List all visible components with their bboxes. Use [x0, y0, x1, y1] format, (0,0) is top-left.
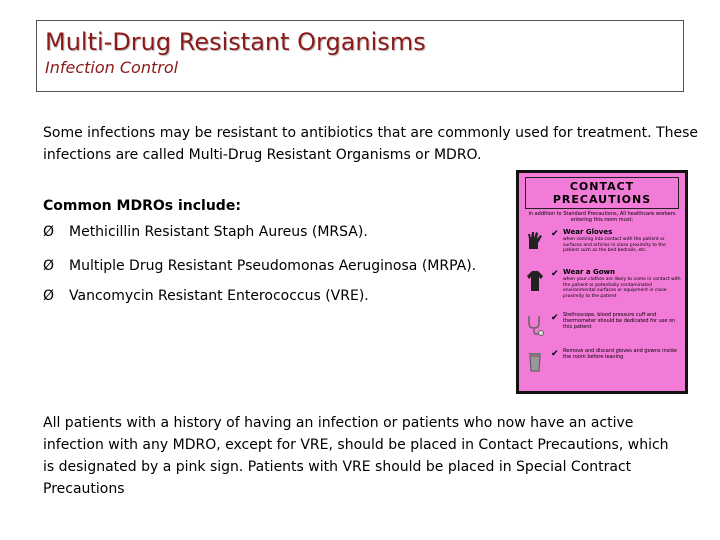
sign-row-text: Remove and discard gloves and gowns inside the room before leaving — [563, 348, 677, 360]
page-title: Multi-Drug Resistant Organisms — [45, 28, 426, 56]
arrow-bullet-icon: Ø — [43, 288, 55, 304]
sign-row — [523, 265, 683, 303]
arrow-bullet-icon: Ø — [43, 258, 55, 274]
sign-row-heading: Wear a Gown — [563, 268, 615, 276]
gown-icon — [525, 269, 545, 293]
closing-paragraph: All patients with a history of having an infection or patients who now have an active infection with any MDRO, except for VRE, should be placed in Contact Precautions, which is designated by a pink sign. Patients with VRE should be placed in Special Contract Precautions — [43, 415, 669, 497]
sign-row-heading: Wear Gloves — [563, 228, 613, 236]
list-heading: Common MDROs include: — [43, 198, 241, 214]
stethoscope-icon — [525, 313, 545, 337]
sign-row — [523, 309, 683, 347]
list-item-text: Multiple Drug Resistant Pseudomonas Aeruginosa (MRPA). — [69, 258, 477, 274]
check-icon: ✔ — [551, 313, 559, 323]
list-item-text: Vancomycin Resistant Enterococcus (VRE). — [69, 288, 369, 304]
check-icon: ✔ — [551, 229, 559, 239]
sign-row — [523, 345, 683, 383]
gloves-icon — [525, 229, 545, 253]
sign-row-text: when coming into contact with the patient or surfaces and articles in close proximity to the patient such as the bed bedrails, etc. — [563, 237, 666, 253]
check-icon: ✔ — [551, 269, 559, 279]
arrow-bullet-icon: Ø — [43, 224, 55, 240]
sign-row — [523, 225, 683, 263]
sign-title: CONTACT PRECAUTIONS — [525, 177, 679, 209]
list-item — [43, 288, 369, 304]
list-item-text: Methicillin Resistant Staph Aureus (MRSA). — [69, 224, 368, 240]
sign-subtitle: in addition to Standard Precautions, All healthcare workers entering this room must: — [528, 211, 676, 223]
sign-row-text: Stethoscope, blood pressure cuff and thermometer should be dedicated for use on this patient — [563, 312, 676, 330]
check-icon: ✔ — [551, 349, 559, 359]
list-item — [43, 258, 476, 274]
title-box — [36, 20, 684, 92]
intro-paragraph: Some infections may be resistant to antibiotics that are commonly used for treatment. These infections are called Multi-Drug Resistant Organisms or MDRO. — [43, 125, 699, 163]
sign-row-text: when your clothes are likely to come in contact with the patient or potentially contaminated environmental surfaces or equipment in close proximity to the patient — [563, 277, 681, 299]
contact-precautions-sign — [516, 170, 688, 394]
list-item — [43, 224, 368, 240]
page-subtitle: Infection Control — [45, 58, 179, 77]
trash-can-icon — [525, 349, 545, 373]
